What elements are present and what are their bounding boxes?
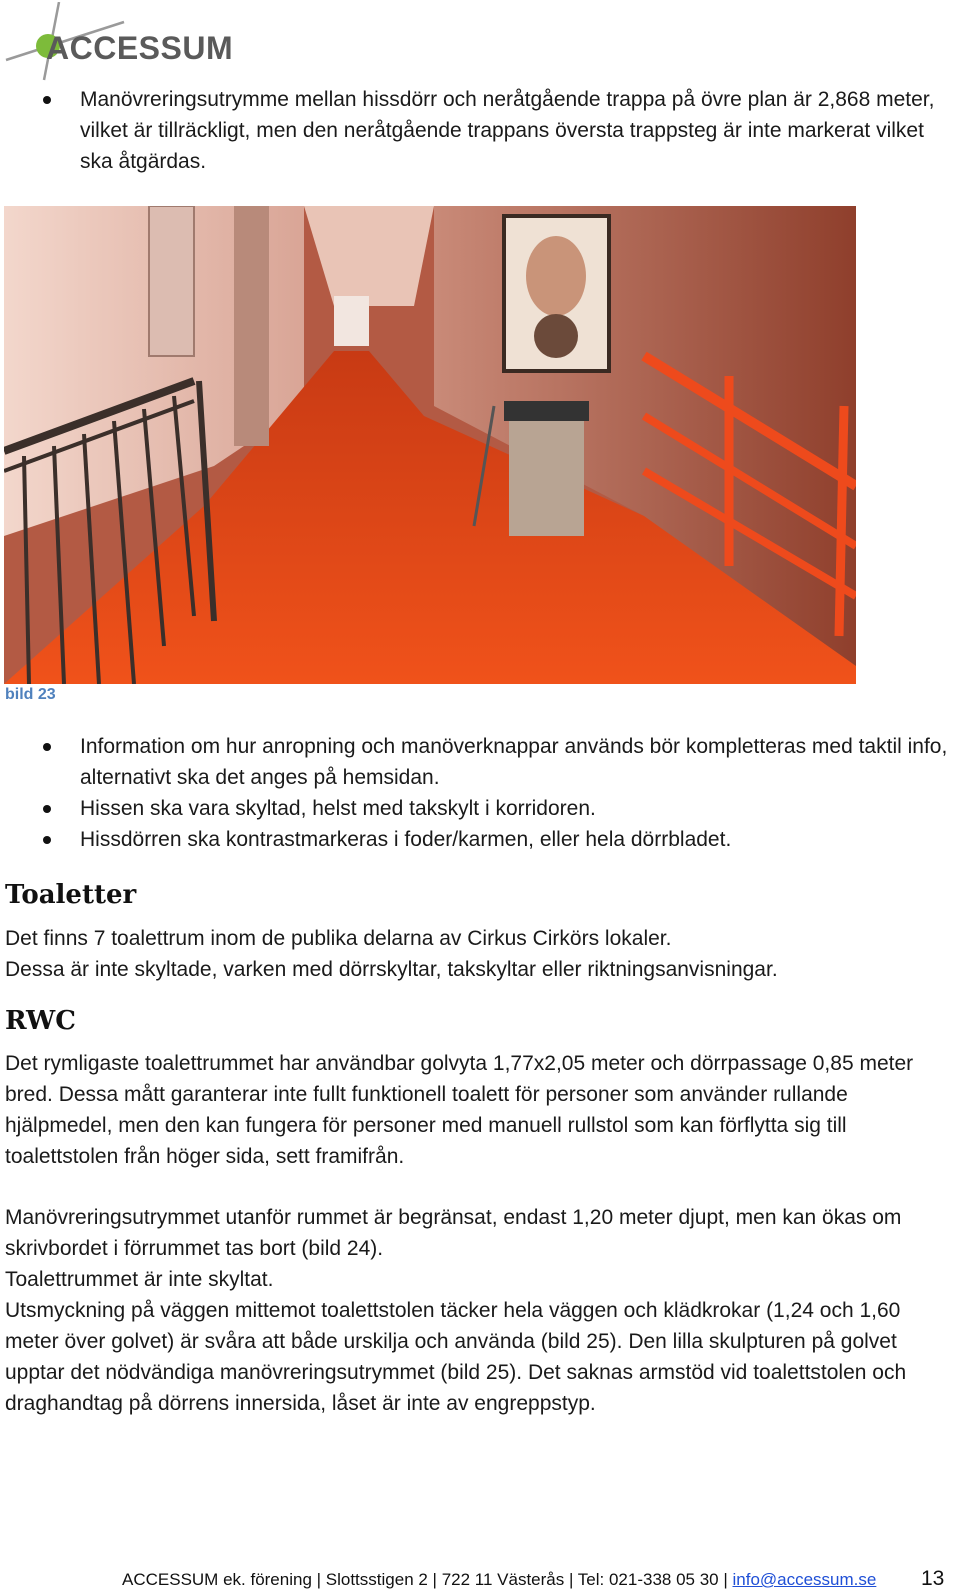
- paragraph: Dessa är inte skyltade, varken med dörrskyltar, takskyltar eller riktningsanvisningar.: [5, 958, 778, 981]
- figure-caption: bild 23: [5, 686, 56, 703]
- email-link[interactable]: info@accessum.se: [732, 1570, 877, 1589]
- list-item: Information om hur anropning och manöverknappar används bör kompletteras med taktil info, alternativt ska det anges på hemsidan.: [0, 731, 950, 793]
- page-number: 13: [921, 1567, 945, 1590]
- section-heading-toaletter: Toaletter: [5, 880, 137, 910]
- list-item: Hissdörren ska kontrastmarkeras i foder/karmen, eller hela dörrbladet.: [0, 824, 950, 855]
- logo-text: ACCESSUM: [46, 30, 234, 66]
- paragraph: Det rymligaste toalettrummet har användbar golvyta 1,77x2,05 meter och dörrpassage 0,85 meter bred. Dessa mått garanterar inte fullt funktionell toalett för personer som använder rullande hjälpmedel, men den kan fungera för personer med manuell rullstol som kan förflytta sig till toalettstolen från höger sida, sett framifrån.: [5, 1052, 914, 1168]
- accessum-logo: [4, 2, 274, 82]
- page-footer: [122, 1570, 876, 1590]
- bullet-list-top: [0, 84, 950, 177]
- paragraph: Manövreringsutrymmet utanför rummet är begränsat, endast 1,20 meter djupt, men kan ökas om skrivbordet i förrummet tas bort (bild 24).: [5, 1206, 902, 1260]
- paragraph: Det finns 7 toalettrum inom de publika delarna av Cirkus Cirkörs lokaler.: [5, 927, 672, 950]
- corridor-photo: [4, 206, 856, 684]
- bullet-list-middle: [0, 731, 950, 855]
- section-heading-rwc: RWC: [5, 1006, 76, 1036]
- list-item: Hissen ska vara skyltad, helst med takskylt i korridoren.: [0, 793, 950, 824]
- footer-text: ACCESSUM ek. förening | Slottsstigen 2 | 722 11 Västerås | Tel: 021-338 05 30 |: [122, 1570, 733, 1589]
- paragraph: Toalettrummet är inte skyltat.: [5, 1268, 274, 1291]
- corridor-image: [4, 206, 856, 684]
- list-item: Manövreringsutrymme mellan hissdörr och neråtgående trappa på övre plan är 2,868 meter, vilket är tillräckligt, men den neråtgående trappans översta trappsteg är inte markerat vilket ska åtgärdas.: [0, 84, 950, 177]
- paragraph: Utsmyckning på väggen mittemot toalettstolen täcker hela väggen och klädkrokar (1,24 och 1,60 meter över golvet) är svåra att både urskilja och använda (bild 25). Den lilla skulpturen på golvet upptar det nödvändiga manövreringsutrymmet (bild 25). Det saknas armstöd vid toalettstolen och draghandtag på dörrens innersida, låset är inte av engreppstyp.: [5, 1299, 907, 1415]
